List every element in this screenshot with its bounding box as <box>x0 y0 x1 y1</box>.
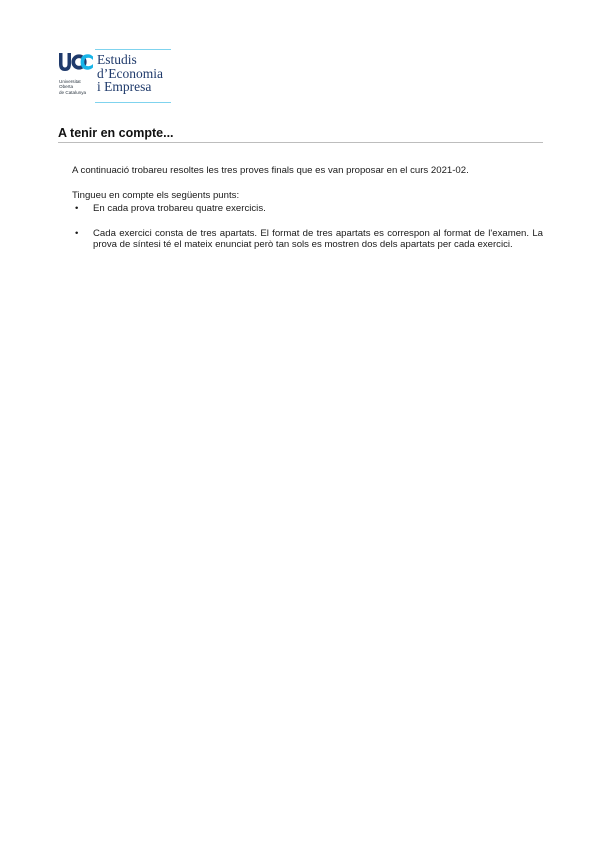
uoc-logo <box>58 49 172 103</box>
studies-name <box>97 53 163 94</box>
bullet-icon: • <box>75 228 79 239</box>
heading-divider <box>58 142 543 143</box>
uoc-mark-icon <box>58 50 94 74</box>
bullet-icon: • <box>75 203 79 214</box>
points-intro-paragraph: Tingueu en compte els següents punts: <box>72 189 240 201</box>
section-heading: A tenir en compte... <box>58 126 174 140</box>
logo-bottom-rule <box>95 102 171 103</box>
intro-paragraph: A continuació trobareu resoltes les tres proves finals que es van proposar en el curs 2021-02. <box>72 164 469 176</box>
studies-line: i Empresa <box>97 79 152 94</box>
list-item-text: Cada exercici consta de tres apartats. El format de tres apartats es correspon al format de l'examen. La prova de síntesi té el mateix enunciat però tan sols es mostren dos dels apartats per cada exercici. <box>93 228 543 251</box>
bullet-list <box>72 203 543 214</box>
list-item <box>72 203 543 214</box>
bullet-list <box>72 228 543 251</box>
logo-top-rule <box>95 49 171 50</box>
studies-line: d’Economia <box>97 65 163 81</box>
studies-line: Estudis <box>97 52 137 67</box>
university-name: Universitat Oberta de Catalunya <box>59 79 87 95</box>
list-item-text: En cada prova trobareu quatre exercicis. <box>93 203 266 214</box>
list-item <box>72 228 543 251</box>
